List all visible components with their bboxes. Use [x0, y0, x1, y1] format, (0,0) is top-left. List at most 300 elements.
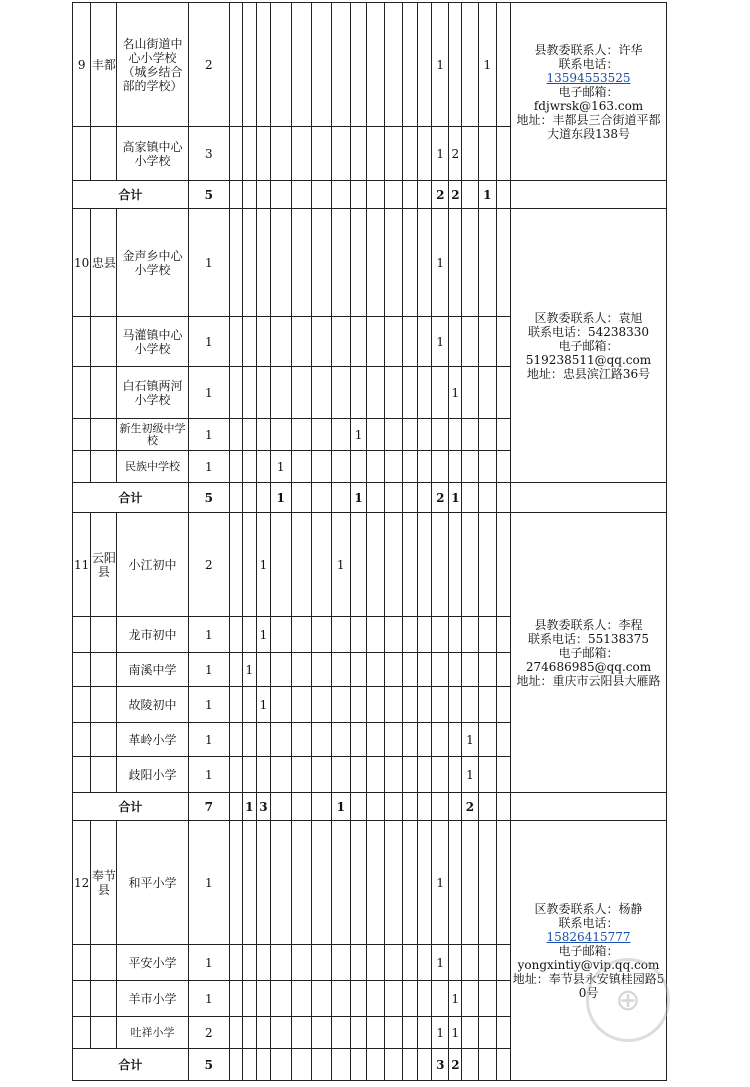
value-cell [402, 1017, 417, 1049]
value-cell [462, 945, 478, 981]
value-cell [367, 687, 384, 723]
county-name [91, 367, 117, 419]
total-row [73, 181, 667, 209]
value-cell: 2 [432, 181, 449, 209]
value-cell [229, 483, 242, 513]
value-cell [384, 419, 402, 451]
value-cell [384, 687, 402, 723]
value-cell [402, 209, 417, 317]
value-cell [270, 1017, 291, 1049]
school-name: 和平小学 [117, 821, 188, 945]
value-cell [229, 419, 242, 451]
row-number [73, 1017, 91, 1049]
value-cell [418, 317, 432, 367]
total-count: 5 [188, 1049, 229, 1081]
school-name: 故陵初中 [117, 687, 188, 723]
value-cell [367, 209, 384, 317]
value-cell [242, 821, 256, 945]
value-cell [432, 793, 449, 821]
value-cell [270, 1049, 291, 1081]
value-cell [384, 1017, 402, 1049]
value-cell [367, 483, 384, 513]
value-cell: 1 [478, 3, 496, 127]
total-label: 合计 [73, 793, 189, 821]
value-cell [256, 981, 270, 1017]
value-cell [256, 317, 270, 367]
value-cell [242, 1049, 256, 1081]
row-number [73, 127, 91, 181]
school-name: 龙市初中 [117, 617, 188, 653]
value-cell: 3 [256, 793, 270, 821]
value-cell [256, 451, 270, 483]
row-number: 9 [73, 3, 91, 127]
value-cell [402, 419, 417, 451]
value-cell [478, 981, 496, 1017]
value-cell: 1 [478, 181, 496, 209]
table-row [73, 513, 667, 617]
value-cell: 1 [462, 723, 478, 757]
value-cell [367, 451, 384, 483]
value-cell [270, 981, 291, 1017]
value-cell [270, 181, 291, 209]
value-cell [496, 1017, 510, 1049]
value-cell [331, 209, 350, 317]
value-cell [402, 687, 417, 723]
county-name [91, 419, 117, 451]
value-cell [367, 653, 384, 687]
value-cell [418, 653, 432, 687]
contact-line: 地址：忠县滨江路36号 [526, 366, 651, 381]
value-cell [496, 3, 510, 127]
value-cell [350, 181, 366, 209]
position-count: 1 [188, 723, 229, 757]
value-cell [256, 821, 270, 945]
school-name: 歧阳小学 [117, 757, 188, 793]
value-cell [418, 451, 432, 483]
position-count: 3 [188, 127, 229, 181]
value-cell [256, 653, 270, 687]
value-cell [350, 793, 366, 821]
county-name [91, 687, 117, 723]
total-count: 7 [188, 793, 229, 821]
value-cell [432, 451, 449, 483]
contact-line: 区教委联系人：袁旭 [534, 310, 643, 325]
value-cell: 3 [432, 1049, 449, 1081]
value-cell [331, 723, 350, 757]
value-cell [462, 3, 478, 127]
value-cell [496, 181, 510, 209]
row-number: 11 [73, 513, 91, 617]
phone-link[interactable]: 15826415777 [546, 929, 631, 944]
value-cell [496, 653, 510, 687]
value-cell [384, 367, 402, 419]
value-cell [449, 757, 462, 793]
value-cell [270, 513, 291, 617]
school-name: 新生初级中学校 [117, 419, 188, 451]
value-cell [478, 687, 496, 723]
value-cell [496, 367, 510, 419]
position-count: 1 [188, 757, 229, 793]
value-cell [432, 757, 449, 793]
value-cell [462, 1017, 478, 1049]
value-cell: 1 [432, 127, 449, 181]
value-cell [496, 317, 510, 367]
contact-line: 联系电话： [558, 915, 619, 930]
value-cell [229, 821, 242, 945]
total-label: 合计 [73, 1049, 189, 1081]
value-cell [256, 3, 270, 127]
contact-line: 联系电话：54238330 [527, 324, 650, 339]
value-cell [478, 617, 496, 653]
value-cell [331, 3, 350, 127]
value-cell [256, 723, 270, 757]
county-name [91, 127, 117, 181]
value-cell [229, 757, 242, 793]
county-name: 丰都 [91, 3, 117, 127]
county-name [91, 981, 117, 1017]
contact-line: 电子邮箱： [558, 338, 619, 353]
value-cell [270, 723, 291, 757]
value-cell [384, 181, 402, 209]
value-cell [331, 483, 350, 513]
value-cell [432, 419, 449, 451]
value-cell [291, 483, 312, 513]
school-name: 民族中学校 [117, 451, 188, 483]
value-cell: 2 [449, 127, 462, 181]
contact-info [511, 821, 667, 1081]
total-count: 5 [188, 181, 229, 209]
value-cell [291, 513, 312, 617]
value-cell [418, 483, 432, 513]
value-cell [462, 127, 478, 181]
total-row [73, 483, 667, 513]
value-cell [478, 723, 496, 757]
school-name: 金声乡中心小学校 [117, 209, 188, 317]
value-cell [229, 451, 242, 483]
value-cell [229, 687, 242, 723]
value-cell [229, 317, 242, 367]
value-cell [449, 821, 462, 945]
value-cell: 1 [432, 317, 449, 367]
contact-line: 274686985@qq.com [525, 659, 652, 674]
value-cell [291, 617, 312, 653]
value-cell [350, 757, 366, 793]
value-cell [384, 981, 402, 1017]
value-cell: 2 [449, 181, 462, 209]
value-cell [331, 127, 350, 181]
value-cell: 1 [432, 3, 449, 127]
value-cell [449, 513, 462, 617]
value-cell [384, 317, 402, 367]
value-cell [462, 1049, 478, 1081]
value-cell [402, 723, 417, 757]
contact-info [511, 793, 667, 821]
value-cell [331, 181, 350, 209]
value-cell [402, 513, 417, 617]
value-cell [462, 209, 478, 317]
school-name: 革岭小学 [117, 723, 188, 757]
value-cell [256, 1017, 270, 1049]
value-cell [312, 945, 331, 981]
value-cell [432, 367, 449, 419]
value-cell [418, 209, 432, 317]
value-cell [402, 821, 417, 945]
value-cell [350, 317, 366, 367]
value-cell [242, 945, 256, 981]
value-cell [496, 723, 510, 757]
value-cell [384, 127, 402, 181]
value-cell [496, 821, 510, 945]
value-cell [462, 451, 478, 483]
value-cell [291, 723, 312, 757]
position-count: 1 [188, 821, 229, 945]
value-cell [496, 687, 510, 723]
value-cell [402, 617, 417, 653]
value-cell [496, 757, 510, 793]
value-cell [242, 617, 256, 653]
value-cell [418, 419, 432, 451]
value-cell [418, 723, 432, 757]
position-count: 1 [188, 653, 229, 687]
position-count: 2 [188, 3, 229, 127]
value-cell [350, 687, 366, 723]
value-cell [449, 209, 462, 317]
value-cell [242, 1017, 256, 1049]
value-cell: 1 [350, 419, 366, 451]
value-cell [291, 821, 312, 945]
value-cell [256, 367, 270, 419]
value-cell [350, 1049, 366, 1081]
county-name [91, 1017, 117, 1049]
value-cell [418, 793, 432, 821]
value-cell [418, 1017, 432, 1049]
value-cell [312, 127, 331, 181]
value-cell [229, 793, 242, 821]
contact-line: 县教委联系人：李程 [534, 617, 643, 632]
value-cell [478, 945, 496, 981]
value-cell [462, 617, 478, 653]
value-cell [462, 419, 478, 451]
value-cell [402, 3, 417, 127]
value-cell [496, 793, 510, 821]
value-cell [496, 483, 510, 513]
value-cell [242, 367, 256, 419]
value-cell [418, 513, 432, 617]
value-cell [496, 981, 510, 1017]
value-cell [496, 945, 510, 981]
value-cell [478, 513, 496, 617]
position-count: 2 [188, 1017, 229, 1049]
value-cell [350, 209, 366, 317]
value-cell [331, 757, 350, 793]
position-count: 2 [188, 513, 229, 617]
value-cell [229, 617, 242, 653]
value-cell [312, 1049, 331, 1081]
value-cell [350, 513, 366, 617]
value-cell [229, 723, 242, 757]
school-name: 小江初中 [117, 513, 188, 617]
value-cell [331, 653, 350, 687]
value-cell [449, 653, 462, 687]
value-cell [367, 419, 384, 451]
value-cell [384, 653, 402, 687]
value-cell [291, 1017, 312, 1049]
value-cell [402, 127, 417, 181]
total-label: 合计 [73, 181, 189, 209]
value-cell [291, 757, 312, 793]
value-cell [350, 945, 366, 981]
county-name: 云阳县 [91, 513, 117, 617]
value-cell [384, 945, 402, 981]
value-cell [402, 945, 417, 981]
position-count: 1 [188, 981, 229, 1017]
value-cell [242, 419, 256, 451]
value-cell [462, 483, 478, 513]
county-name [91, 945, 117, 981]
value-cell [331, 1049, 350, 1081]
position-count: 1 [188, 419, 229, 451]
position-count: 1 [188, 209, 229, 317]
value-cell [256, 483, 270, 513]
value-cell [367, 757, 384, 793]
phone-link[interactable]: 13594553525 [546, 70, 631, 85]
value-cell [496, 617, 510, 653]
value-cell: 1 [256, 687, 270, 723]
value-cell [402, 483, 417, 513]
row-number [73, 757, 91, 793]
value-cell: 1 [256, 617, 270, 653]
row-number [73, 981, 91, 1017]
value-cell: 1 [449, 367, 462, 419]
contact-line: 地址：丰都县三合街道平都大道东段138号 [516, 112, 661, 141]
value-cell [242, 209, 256, 317]
value-cell [331, 945, 350, 981]
contact-line: 电子邮箱： [558, 943, 619, 958]
value-cell [312, 1017, 331, 1049]
county-name [91, 451, 117, 483]
value-cell [291, 451, 312, 483]
value-cell [331, 1017, 350, 1049]
value-cell [402, 181, 417, 209]
value-cell [242, 981, 256, 1017]
value-cell: 1 [242, 793, 256, 821]
value-cell [312, 3, 331, 127]
value-cell [229, 1017, 242, 1049]
value-cell [418, 3, 432, 127]
value-cell [367, 723, 384, 757]
value-cell [367, 793, 384, 821]
value-cell [402, 367, 417, 419]
value-cell [242, 181, 256, 209]
value-cell [350, 3, 366, 127]
value-cell [331, 981, 350, 1017]
contact-info [511, 513, 667, 793]
value-cell [478, 653, 496, 687]
value-cell [291, 793, 312, 821]
row-number [73, 945, 91, 981]
value-cell [496, 127, 510, 181]
value-cell [256, 945, 270, 981]
value-cell: 1 [432, 209, 449, 317]
value-cell [478, 127, 496, 181]
value-cell [242, 127, 256, 181]
value-cell [312, 483, 331, 513]
value-cell: 1 [462, 757, 478, 793]
value-cell [291, 1049, 312, 1081]
value-cell [270, 127, 291, 181]
school-name: 羊市小学 [117, 981, 188, 1017]
value-cell [462, 653, 478, 687]
value-cell [350, 653, 366, 687]
school-name: 平安小学 [117, 945, 188, 981]
value-cell [256, 127, 270, 181]
value-cell [312, 757, 331, 793]
value-cell [418, 757, 432, 793]
row-number [73, 419, 91, 451]
value-cell [270, 367, 291, 419]
value-cell [270, 653, 291, 687]
value-cell [478, 821, 496, 945]
value-cell [312, 209, 331, 317]
value-cell [478, 793, 496, 821]
value-cell [478, 209, 496, 317]
row-number [73, 687, 91, 723]
row-number [73, 317, 91, 367]
position-count: 1 [188, 945, 229, 981]
value-cell [402, 653, 417, 687]
row-number [73, 451, 91, 483]
row-number [73, 723, 91, 757]
value-cell [229, 945, 242, 981]
value-cell [312, 821, 331, 945]
value-cell [449, 723, 462, 757]
value-cell [242, 687, 256, 723]
county-name [91, 757, 117, 793]
value-cell [478, 1017, 496, 1049]
value-cell [367, 981, 384, 1017]
value-cell [312, 617, 331, 653]
value-cell: 1 [350, 483, 366, 513]
school-name: 高家镇中心小学校 [117, 127, 188, 181]
table-row [73, 821, 667, 945]
value-cell [229, 3, 242, 127]
contact-line: 地址：奉节县永安镇桂园路50号 [512, 971, 665, 1000]
value-cell [350, 367, 366, 419]
value-cell [478, 451, 496, 483]
value-cell [418, 617, 432, 653]
value-cell [291, 687, 312, 723]
value-cell [242, 757, 256, 793]
value-cell [402, 757, 417, 793]
value-cell [402, 793, 417, 821]
value-cell: 1 [432, 1017, 449, 1049]
value-cell [384, 723, 402, 757]
school-name: 南溪中学 [117, 653, 188, 687]
contact-line: yongxintiy@vip.qq.com [517, 957, 660, 972]
value-cell [331, 821, 350, 945]
contact-info [511, 209, 667, 483]
table-row [73, 209, 667, 317]
value-cell: 1 [331, 513, 350, 617]
value-cell [312, 513, 331, 617]
contact-line: 县教委联系人：许华 [534, 42, 643, 57]
value-cell [418, 945, 432, 981]
value-cell [312, 981, 331, 1017]
value-cell: 1 [432, 945, 449, 981]
value-cell [291, 653, 312, 687]
value-cell [270, 793, 291, 821]
row-number [73, 367, 91, 419]
